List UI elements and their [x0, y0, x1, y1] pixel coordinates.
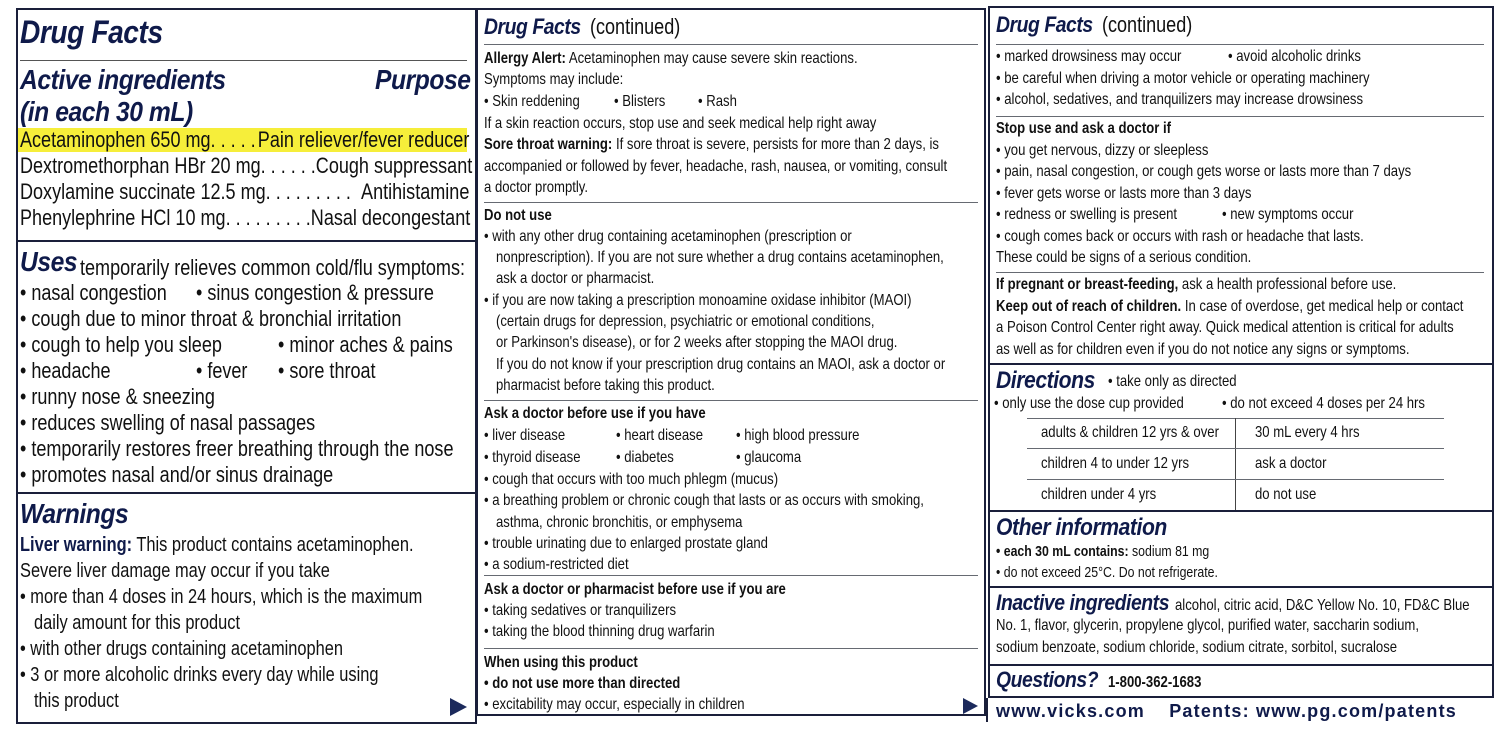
ask-doctor-item: asthma, chronic bronchitis, or emphysema [496, 514, 743, 531]
stop-use-item: • pain, nasal congestion, or cough gets worse or lasts more than 7 days [996, 163, 1412, 180]
drug-facts-title: Drug Facts [996, 12, 1093, 37]
uses-item: • runny nose & sneezing [20, 384, 215, 409]
ask-doctor-item: • trouble urinating due to enlarged prostate gland [484, 535, 768, 552]
allergy-symptom: • Skin reddening [484, 93, 580, 110]
directions-title: Directions [996, 367, 1095, 394]
stop-use-title: Stop use and ask a doctor if [996, 120, 1171, 137]
other-info-item [996, 543, 1256, 560]
ingredient-purpose: Pain reliever/fever reducer [257, 127, 470, 152]
do-not-use-line: or Parkinson's disease), or for 2 weeks after stopping the MAOI drug. [496, 334, 898, 351]
liver-item: this product [34, 690, 119, 712]
liver-warning-line: Severe liver damage may occur if you take [20, 560, 330, 582]
when-using-cont-item: • be careful when driving a motor vehicle or operating machinery [996, 70, 1370, 87]
ask-pharmacist-title: Ask a doctor or pharmacist before use if you are [484, 581, 786, 598]
ask-pharmacist-item: • taking sedatives or tranquilizers [484, 602, 677, 619]
do-not-use-line: ask a doctor or pharmacist. [496, 270, 655, 287]
footer-links [996, 701, 1457, 722]
when-using-cont-item: • alcohol, sedatives, and tranquilizers may increase drowsiness [996, 91, 1364, 108]
drug-facts-title: Drug Facts [20, 14, 163, 50]
liver-warning-text: This product contains acetaminophen. [136, 534, 414, 556]
liver-item: daily amount for this product [34, 612, 241, 634]
stop-use-item: • cough comes back or occurs with rash or headache that lasts. [996, 228, 1364, 245]
uses-item: • fever [196, 358, 248, 383]
liver-item: • more than 4 doses in 24 hours, which is the maximum [20, 586, 423, 608]
when-using-cont-item: • marked drowsiness may occur [996, 48, 1182, 65]
section-divider [996, 272, 1484, 273]
warnings-title: Warnings [20, 498, 129, 529]
dose-cell: 30 mL every 4 hrs [1255, 424, 1360, 441]
ask-doctor-item: • a sodium-restricted diet [484, 556, 629, 573]
uses-item: • minor aches & pains [278, 332, 453, 357]
section-divider [996, 116, 1484, 117]
do-not-use-line: • with any other drug containing acetaminophen (prescription or [484, 228, 852, 245]
dose-cell: do not use [1255, 486, 1317, 503]
section-divider [484, 648, 978, 649]
continued-label: (continued) [590, 14, 681, 39]
inactive-line: No. 1, flavor, glycerin, propylene glycol, purified water, saccharin sodium, [996, 617, 1419, 634]
ask-doctor-item: • liver disease [484, 427, 566, 444]
sore-throat-line: a doctor promptly. [484, 179, 589, 196]
allergy-alert [484, 50, 940, 68]
when-using-item: • do not use more than directed [484, 675, 681, 692]
directions-item: • only use the dose cup provided [994, 395, 1184, 412]
uses-item: • temporarily restores freer breathing through the nose [20, 436, 454, 461]
uses-section [20, 246, 85, 278]
uses-item: • promotes nasal and/or sinus drainage [20, 462, 334, 487]
dose-cell: ask a doctor [1255, 455, 1327, 472]
other-info-text: sodium 81 mg [1132, 543, 1210, 560]
ask-doctor-item: • high blood pressure [736, 427, 860, 444]
directions-item: • do not exceed 4 doses per 24 hrs [1222, 395, 1425, 412]
uses-item: • nasal congestion [20, 280, 167, 305]
drug-facts-title: Drug Facts [484, 14, 581, 39]
ingredient-name: Acetaminophen 650 mg [20, 127, 211, 152]
dosage-table [1027, 418, 1444, 510]
ask-doctor-item: • cough that occurs with too much phlegm (mucus) [484, 471, 779, 488]
section-divider [990, 510, 1492, 512]
section-divider [18, 492, 475, 494]
title-rule [996, 44, 1484, 45]
sore-throat-line: accompanied or followed by fever, headache, rash, nausea, or vomiting, consult [484, 158, 948, 175]
title-rule [20, 60, 467, 61]
ask-doctor-item: • glaucoma [736, 449, 802, 466]
other-info-title: Other information [996, 514, 1167, 541]
leader-dots: . . . . . . [260, 153, 316, 178]
footer-left-rule [986, 698, 988, 722]
inactive-text: alcohol, citric acid, D&C Yellow No. 10, FD&C Blue [1175, 597, 1470, 614]
uses-item: • sinus congestion & pressure [196, 280, 434, 305]
allergy-line: Symptoms may include: [484, 71, 624, 88]
keep-out-of-reach [996, 298, 1500, 316]
title-rule [484, 44, 978, 45]
website-link[interactable]: www.vicks.com [996, 701, 1145, 721]
age-cell: children 4 to under 12 yrs [1041, 455, 1190, 472]
allergy-symptom: • Blisters [614, 93, 666, 110]
section-divider [990, 586, 1492, 588]
section-divider [484, 202, 978, 203]
age-cell: children under 4 yrs [1041, 486, 1157, 503]
liver-warning-label: Liver warning: [20, 534, 133, 556]
keep-out-text: In case of overdose, get medical help or contact [1184, 298, 1464, 315]
table-row [1027, 448, 1444, 478]
keep-out-line: a Poison Control Center right away. Quick medical attention is critical for adults [996, 319, 1454, 336]
continue-arrow-icon [963, 698, 978, 714]
section-divider [990, 664, 1492, 666]
uses-item: • reduces swelling of nasal passages [20, 410, 316, 435]
leader-dots: . . . . . [210, 127, 256, 152]
stop-use-item: • new symptoms occur [1222, 206, 1354, 223]
ingredient-purpose: Nasal decongestant [310, 205, 471, 230]
do-not-use-line: nonprescription). If you are not sure whether a drug contains acetaminophen, [496, 249, 944, 266]
purpose-header: Purpose [375, 64, 471, 95]
ingredient-purpose: Antihistamine [361, 179, 470, 204]
inactive-ingredients [996, 590, 1500, 616]
when-using-title: When using this product [484, 654, 638, 671]
when-using-item: • excitability may occur, especially in children [484, 696, 745, 713]
sore-throat-text: If sore throat is severe, persists for more than 2 days, is [615, 136, 939, 153]
ask-doctor-item: • diabetes [616, 449, 674, 466]
active-ingredients-header: Active ingredients [20, 64, 226, 95]
age-cell: adults & children 12 yrs & over [1041, 424, 1219, 441]
stop-use-item: These could be signs of a serious condition. [996, 249, 1252, 266]
directions-item: • take only as directed [1108, 373, 1237, 390]
ask-doctor-item: • heart disease [616, 427, 704, 444]
ingredient-purpose: Cough suppressant [315, 153, 473, 178]
leader-dots: . . . . . . . . . [265, 179, 351, 204]
uses-title: Uses [20, 246, 78, 277]
when-using-cont-item: • avoid alcoholic drinks [1228, 48, 1361, 65]
continued-label: (continued) [1102, 12, 1193, 37]
pregnant-label: If pregnant or breast-feeding, [996, 276, 1179, 293]
other-info-item: • do not exceed 25°C. Do not refrigerate. [996, 564, 1218, 581]
ingredient-name: Doxylamine succinate 12.5 mg [20, 179, 266, 204]
liver-item: • 3 or more alcoholic drinks every day while using [20, 664, 379, 686]
liver-warning [20, 534, 414, 557]
uses-item: • headache [20, 358, 111, 383]
section-divider [484, 575, 978, 576]
phone-number[interactable]: 1-800-362-1683 [1108, 674, 1202, 691]
panel-left [16, 8, 477, 724]
panel-title [996, 12, 1212, 38]
uses-intro: temporarily relieves common cold/flu symptoms: [80, 255, 465, 280]
keep-out-label: Keep out of reach of children. [996, 298, 1182, 315]
section-divider [990, 363, 1492, 365]
do-not-use-line: pharmacist before taking this product. [496, 377, 715, 394]
sore-throat-warning [484, 136, 1039, 154]
questions [996, 667, 1222, 693]
panel-middle [476, 8, 986, 716]
uses-item: • cough due to minor throat & bronchial irritation [20, 306, 402, 331]
allergy-line: If a skin reaction occurs, stop use and seek medical help right away [484, 115, 877, 132]
section-divider [484, 400, 978, 401]
keep-out-line: as well as for children even if you do not notice any signs or symptoms. [996, 341, 1410, 358]
allergy-text: Acetaminophen may cause severe skin reactions. [568, 50, 858, 67]
active-subheader: (in each 30 mL) [20, 96, 193, 127]
liver-item: • with other drugs containing acetaminophen [20, 638, 344, 660]
leader-dots: . . . . . . . . . [225, 205, 311, 230]
ingredient-name: Phenylephrine HCl 10 mg [20, 205, 226, 230]
do-not-use-title: Do not use [484, 207, 552, 224]
allergy-symptom: • Rash [698, 93, 737, 110]
questions-title: Questions? [996, 667, 1099, 692]
ask-doctor-item: • a breathing problem or chronic cough that lasts or as occurs with smoking, [484, 492, 924, 509]
stop-use-item: • you get nervous, dizzy or sleepless [996, 142, 1209, 159]
do-not-use-line: (certain drugs for depression, psychiatric or emotional conditions, [496, 313, 875, 330]
other-info-label: • each 30 mL contains: [996, 543, 1129, 560]
do-not-use-line: If you do not know if your prescription drug contains an MAOI, ask a doctor or [496, 356, 946, 373]
panel-right [988, 6, 1494, 698]
ingredient-row [20, 127, 470, 153]
ask-pharmacist-item: • taking the blood thinning drug warfarin [484, 623, 715, 640]
section-divider [18, 240, 475, 242]
table-row [1027, 418, 1444, 448]
ingredient-name: Dextromethorphan HBr 20 mg [20, 153, 261, 178]
inactive-title: Inactive ingredients [996, 590, 1170, 615]
pregnant-warning [996, 276, 1484, 294]
pregnant-text: ask a health professional before use. [1181, 276, 1397, 293]
continue-arrow-icon [450, 698, 467, 716]
allergy-label: Allergy Alert: [484, 50, 566, 67]
inactive-line: sodium benzoate, sodium chloride, sodium citrate, sorbitol, sucralose [996, 639, 1398, 656]
ask-doctor-title: Ask a doctor before use if you have [484, 405, 706, 422]
ask-doctor-item: • thyroid disease [484, 449, 581, 466]
sore-throat-label: Sore throat warning: [484, 136, 613, 153]
stop-use-item: • redness or swelling is present [996, 206, 1178, 223]
do-not-use-line: • if you are now taking a prescription monoamine oxidase inhibitor (MAOI) [484, 292, 912, 309]
panel-title [484, 14, 700, 40]
uses-item: • cough to help you sleep [20, 332, 222, 357]
stop-use-item: • fever gets worse or lasts more than 3 days [996, 185, 1252, 202]
patents-link[interactable]: Patents: www.pg.com/patents [1169, 701, 1457, 721]
table-row [1027, 479, 1444, 509]
uses-item: • sore throat [278, 358, 376, 383]
